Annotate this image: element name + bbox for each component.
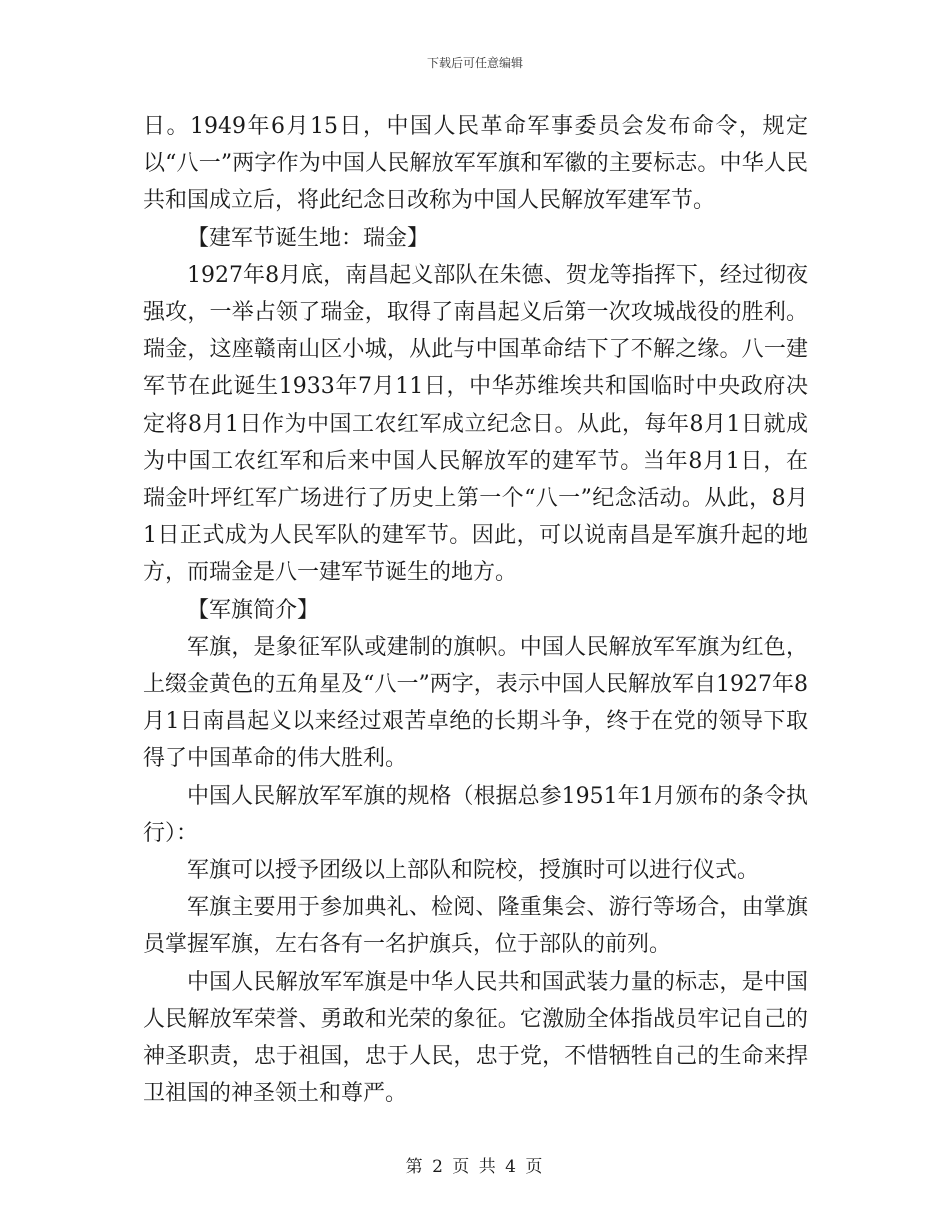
section-heading-birthplace: 【建军节诞生地：瑞金】 [187,225,430,251]
paragraph-1: 日。1949年6月15日，中国人民革命军事委员会发布命令，规定以“八一”两字作为中国人民解放军军旗和军徽的主要标志。中华人民共和国成立后，将此纪念日改称为中国人民解放军建军节。 [143,114,808,214]
paragraph-4: 中国人民解放军军旗的规格（根据总参1951年1月颁布的条令执行）： [143,783,808,846]
page-footer: 第 2 页 共 4 页 [405,1157,545,1177]
page-header: 下载后可任意编辑 [426,56,523,70]
paragraph-2: 1927年8月底，南昌起义部队在朱德、贺龙等指挥下，经过彻夜强攻，一举占领了瑞金，取得了南昌起义后第一次攻城战役的胜利。瑞金，这座赣南山区小城，从此与中国革命结下了不解之缘。八一建军节在此诞生1933年7月11日，中华苏维埃共和国临时中央政府决定将8月1日作为中国工农红军成立纪念日。从此，每年8月1日就成为中国工农红军和后来中国人民解放军的建军节。当年8月1日，在瑞金叶坪红军广场进行了历史上第一个“八一”纪念活动。从此，8月1日正式成为人民军队的建军节。因此，可以说南昌是军旗升起的地方，而瑞金是八一建军节诞生的地方。 [143,262,808,586]
paragraph-7: 中国人民解放军军旗是中华人民共和国武装力量的标志，是中国人民解放军荣誉、勇敢和光荣的象征。它激励全体指战员牢记自己的神圣职责，忠于祖国，忠于人民，忠于党，不惜牺牲自己的生命来捍卫祖国的神圣领土和尊严。 [143,969,808,1107]
section-heading-flag: 【军旗简介】 [187,597,320,623]
document-body [143,108,808,1112]
paragraph-6: 军旗主要用于参加典礼、检阅、隆重集会、游行等场合，由掌旗员掌握军旗，左右各有一名护旗兵，位于部队的前列。 [143,895,808,958]
paragraph-5: 军旗可以授予团级以上部队和院校，授旗时可以进行仪式。 [187,858,760,884]
paragraph-3: 军旗，是象征军队或建制的旗帜。中国人民解放军军旗为红色，上缀金黄色的五角星及“八一”两字，表示中国人民解放军自1927年8月1日南昌起义以来经过艰苦卓绝的长期斗争，终于在党的领导下取得了中国革命的伟大胜利。 [143,634,808,772]
